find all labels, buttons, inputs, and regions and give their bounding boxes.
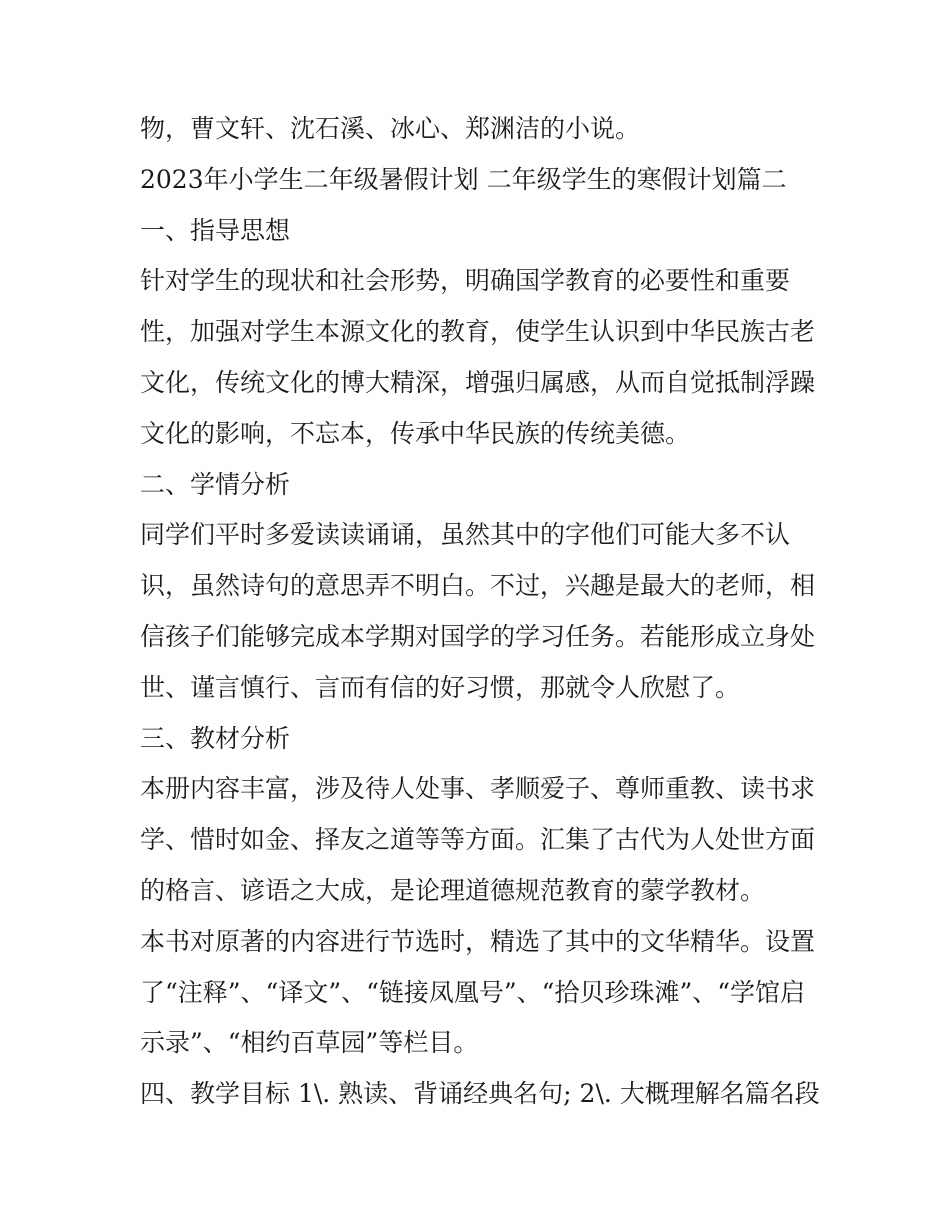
heading-textbook-analysis: 三、教材分析 (140, 723, 291, 753)
text-line: 了“注释”、“译文”、“链接凤凰号”、“拾贝珍珠滩”、“学馆启 (140, 977, 806, 1007)
text-line: 世、谨言慎行、言而有信的好习惯，那就令人欣慰了。 (140, 672, 741, 702)
text-line: 本书对原著的内容进行节选时，精选了其中的文华精华。设置 (140, 926, 816, 956)
section-title: 2023年小学生二年级暑假计划 二年级学生的寒假计划篇二 (140, 164, 787, 194)
text-line: 示录”、“相约百草园”等栏目。 (140, 1028, 479, 1058)
text-line: 文化的影响，不忘本，传承中华民族的传统美德。 (140, 418, 691, 448)
text-line: 学、惜时如金、择友之道等等方面。汇集了古代为人处世方面 (140, 825, 816, 855)
text-line: 信孩子们能够完成本学期对国学的学习任务。若能形成立身处 (140, 621, 816, 651)
text-line: 同学们平时多爱读读诵诵，虽然其中的字他们可能大多不认 (140, 520, 791, 550)
text-line: 性，加强对学生本源文化的教育，使学生认识到中华民族古老 (140, 317, 816, 347)
text-line: 本册内容丰富，涉及待人处事、孝顺爱子、尊师重教、读书求 (140, 774, 816, 804)
heading-guiding-ideology: 一、指导思想 (140, 215, 291, 245)
document-body (140, 104, 820, 1120)
text-line: 识，虽然诗句的意思弄不明白。不过，兴趣是最大的老师，相 (140, 571, 816, 601)
text-line: 针对学生的现状和社会形势，明确国学教育的必要性和重要 (140, 266, 791, 296)
heading-teaching-goals: 四、教学目标 1\. 熟读、背诵经典名句; 2\. 大概理解名篇名段 (140, 1079, 820, 1109)
text-line: 的格言、谚语之大成，是论理道德规范教育的蒙学教材。 (140, 875, 766, 905)
text-line: 物，曹文轩、沈石溪、冰心、郑渊洁的小说。 (140, 114, 641, 143)
text-line: 文化，传统文化的博大精深，增强归属感，从而自觉抵制浮躁 (140, 367, 816, 397)
heading-student-analysis: 二、学情分析 (140, 469, 291, 499)
